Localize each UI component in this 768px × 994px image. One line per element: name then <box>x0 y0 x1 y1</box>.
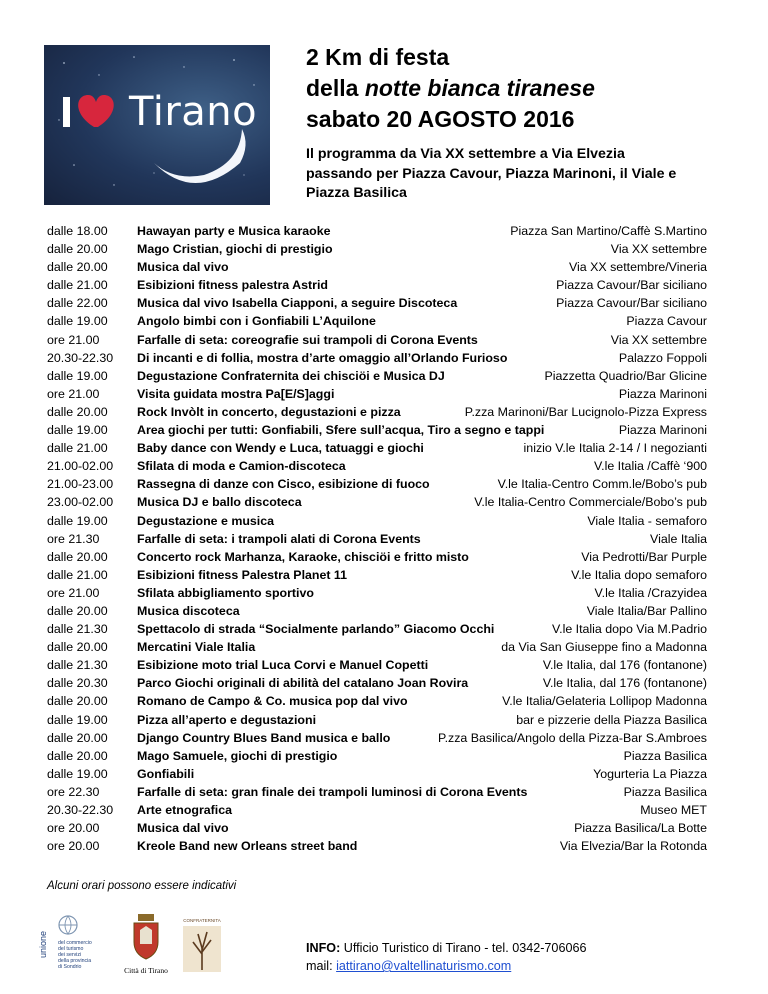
event-location: P.zza Basilica/Angolo della Pizza-Bar S.Ambroes <box>437 730 707 745</box>
confraternita-logo <box>178 918 226 976</box>
unione-commercio-logo <box>38 912 106 984</box>
event-location: Piazza San Martino/Caffè S.Martino <box>510 224 707 238</box>
event-location: Viale Italia <box>650 531 707 546</box>
schedule-row <box>47 512 707 530</box>
event-name: Sfilata di moda e Camion-discoteca <box>137 459 346 474</box>
event-time: dalle 21.30 <box>47 622 108 637</box>
info-line <box>306 939 586 957</box>
schedule-row <box>47 493 707 511</box>
event-location: Palazzo Foppoli <box>618 350 707 365</box>
event-name: Django Country Blues Band musica e ballo <box>137 730 391 745</box>
event-time: 20.30-22.30 <box>47 803 114 817</box>
schedule-row <box>47 783 707 801</box>
event-time: dalle 19.00 <box>47 368 108 383</box>
event-name: Farfalle di seta: gran finale dei trampoli luminosi di Corona Events <box>137 784 528 799</box>
event-location: V.le Italia dopo Via M.Padrio <box>552 622 707 637</box>
unione-line: del turismo <box>58 946 84 952</box>
schedule-row <box>47 638 707 656</box>
schedule-row <box>47 331 707 349</box>
event-name: Parco Giochi originali di abilità del catalano Joan Rovira <box>137 676 469 691</box>
event-location: Piazzetta Quadrio/Bar Glicine <box>544 368 707 383</box>
event-name: Kreole Band new Orleans street band <box>137 839 358 854</box>
event-name: Concerto rock Marhanza, Karaoke, chisciöi e fritto misto <box>137 549 469 564</box>
schedule-row <box>47 566 707 584</box>
event-name: Romano de Campo & Co. musica pop dal vivo <box>137 694 408 709</box>
schedule-row <box>47 801 707 819</box>
event-time: 21.00-23.00 <box>47 477 114 492</box>
event-location: Via Elvezia/Bar la Rotonda <box>559 839 707 854</box>
tirano-logo <box>44 45 270 205</box>
event-location: V.le Italia, dal 176 (fontanone) <box>542 658 707 673</box>
event-time: dalle 19.00 <box>47 423 108 438</box>
event-name: Angolo bimbi con i Gonfiabili L’Aquilone <box>137 314 376 329</box>
schedule-row <box>47 403 707 421</box>
event-time: dalle 20.00 <box>47 730 108 745</box>
event-time: dalle 21.00 <box>47 567 108 582</box>
event-time: dalle 20.00 <box>47 603 108 618</box>
title-line-2-prefix: della <box>306 75 365 101</box>
event-name: Rock Invòlt in concerto, degustazioni e pizza <box>137 404 401 419</box>
event-name: Musica dal vivo Isabella Ciapponi, a seguire Discoteca <box>137 296 458 311</box>
subtitle: Il programma da Via XX settembre a Via Elvezia passando per Piazza Cavour, Piazza Marinoni, il Viale e Piazza Basilica <box>306 146 677 201</box>
unione-line: di Sondrio <box>58 964 82 970</box>
schedule-row <box>47 837 707 855</box>
event-name: Hawayan party e Musica karaoke <box>137 224 331 238</box>
event-location: Piazza Marinoni <box>618 423 707 438</box>
schedule-row <box>47 421 707 439</box>
globe-icon <box>58 914 78 936</box>
event-time: dalle 22.00 <box>47 296 108 311</box>
event-location: Via Pedrotti/Bar Purple <box>581 549 707 564</box>
event-name: Visita guidata mostra Pa[E/S]aggi <box>137 386 335 401</box>
mail-line <box>306 957 586 975</box>
schedule-row <box>47 530 707 548</box>
event-location: V.le Italia, dal 176 (fontanone) <box>542 676 707 691</box>
schedule-row <box>47 548 707 566</box>
event-name: Mago Samuele, giochi di prestigio <box>137 748 338 763</box>
event-time: ore 21.00 <box>47 332 100 347</box>
event-name: Esibizioni fitness Palestra Planet 11 <box>137 567 348 582</box>
unione-line: della provincia <box>58 958 92 964</box>
event-location: V.le Italia-Centro Commerciale/Bobo’s pub <box>474 495 707 510</box>
event-name: Baby dance con Wendy e Luca, tatuaggi e giochi <box>137 441 424 456</box>
event-time: dalle 20.00 <box>47 260 108 275</box>
event-location: P.zza Marinoni/Bar Lucignolo-Pizza Express <box>464 404 707 419</box>
event-name: Musica dal vivo <box>137 821 229 836</box>
schedule-list <box>47 222 707 855</box>
schedule-row <box>47 584 707 602</box>
confraternita-caption: CONFRATERNITA <box>183 918 221 923</box>
event-time: dalle 18.00 <box>47 224 108 238</box>
event-time: 23.00-02.00 <box>47 495 114 510</box>
schedule-row <box>47 349 707 367</box>
event-name: Musica discoteca <box>137 603 240 618</box>
event-name: Farfalle di seta: i trampoli alati di Corona Events <box>137 531 421 546</box>
unione-line: del commercio <box>58 940 92 946</box>
event-location: Yogurteria La Piazza <box>593 766 707 781</box>
citta-tirano-logo <box>118 912 174 984</box>
event-time: dalle 20.00 <box>47 242 108 257</box>
title-line-2 <box>306 73 595 104</box>
event-name: Farfalle di seta: coreografie sui trampoli di Corona Events <box>137 332 478 347</box>
citta-tirano-caption: Città di Tirano <box>124 966 168 975</box>
schedule-row <box>47 240 707 258</box>
disclaimer-note: Alcuni orari possono essere indicativi <box>47 880 237 892</box>
coat-of-arms-icon <box>131 914 161 960</box>
event-location: Via XX settembre/Vineria <box>569 260 707 275</box>
event-time: ore 22.30 <box>47 784 100 799</box>
event-location: V.le Italia /Caffè ‘900 <box>594 459 707 474</box>
event-name: Rassegna di danze con Cisco, esibizione di fuoco <box>137 477 430 492</box>
event-location: Piazza Cavour <box>626 314 707 329</box>
schedule-row <box>47 294 707 312</box>
schedule-row <box>47 312 707 330</box>
event-time: dalle 20.00 <box>47 404 108 419</box>
event-name: Esibizione moto trial Luca Corvi e Manuel Copetti <box>137 658 429 673</box>
event-time: dalle 20.00 <box>47 748 108 763</box>
event-location: Piazza Basilica/La Botte <box>574 821 707 836</box>
event-time: dalle 20.00 <box>47 549 108 564</box>
event-time: dalle 19.00 <box>47 766 108 781</box>
schedule-row <box>47 747 707 765</box>
schedule-row <box>47 258 707 276</box>
event-time: ore 20.00 <box>47 821 100 836</box>
event-name: Pizza all’aperto e degustazioni <box>137 712 317 727</box>
event-location: Piazza Marinoni <box>618 386 707 401</box>
schedule-row <box>47 729 707 747</box>
event-name: Spettacolo di strada “Socialmente parlando” Giacomo Occhi <box>137 622 495 637</box>
schedule-row <box>47 602 707 620</box>
event-name: Musica DJ e ballo discoteca <box>137 495 302 510</box>
event-location: V.le Italia-Centro Comm.le/Bobo’s pub <box>497 477 707 492</box>
unione-line: dei servizi <box>58 952 82 958</box>
event-location: da Via San Giuseppe fino a Madonna <box>501 640 707 655</box>
schedule-row <box>47 819 707 837</box>
schedule-row <box>47 222 707 240</box>
event-location: Viale Italia - semaforo <box>587 513 707 528</box>
contact-info <box>306 939 586 975</box>
event-location: Piazza Basilica <box>623 784 707 799</box>
schedule-row <box>47 765 707 783</box>
schedule-row <box>47 457 707 475</box>
schedule-row <box>47 276 707 294</box>
page-title <box>306 42 595 135</box>
event-name: Gonfiabili <box>137 766 195 781</box>
event-name: Mago Cristian, giochi di prestigio <box>137 242 333 257</box>
event-time: dalle 20.00 <box>47 640 108 655</box>
event-name: Di incanti e di follia, mostra d’arte omaggio all’Orlando Furioso <box>137 350 508 365</box>
schedule-row <box>47 692 707 710</box>
email-link[interactable]: iattirano@valtellinaturismo.com <box>336 959 512 973</box>
event-time: dalle 19.00 <box>47 314 108 329</box>
event-name: Area giochi per tutti: Gonfiabili, Sfere sull’acqua, Tiro a segno e tappi <box>137 423 545 438</box>
event-location: Piazza Basilica <box>623 748 707 763</box>
event-time: dalle 19.00 <box>47 712 108 727</box>
event-time: ore 20.00 <box>47 839 100 854</box>
schedule-row <box>47 367 707 385</box>
event-time: dalle 21.00 <box>47 441 108 456</box>
event-location: Piazza Cavour/Bar siciliano <box>556 278 707 293</box>
event-time: dalle 19.00 <box>47 513 108 528</box>
unione-lines <box>58 940 92 970</box>
event-location: V.le Italia/Gelateria Lollipop Madonna <box>502 694 707 709</box>
event-location: Viale Italia/Bar Pallino <box>586 603 707 618</box>
event-time: 20.30-22.30 <box>47 350 114 365</box>
event-name: Mercatini Viale Italia <box>137 640 256 655</box>
schedule-row <box>47 620 707 638</box>
event-name: Musica dal vivo <box>137 260 229 275</box>
event-location: V.le Italia dopo semaforo <box>571 567 707 582</box>
event-time: ore 21.30 <box>47 531 100 546</box>
event-time: dalle 21.30 <box>47 658 108 673</box>
event-name: Degustazione Confraternita dei chisciöi e Musica DJ <box>137 368 445 383</box>
title-line-3: sabato 20 AGOSTO 2016 <box>306 106 575 132</box>
sponsor-logos <box>38 912 254 984</box>
tree-icon <box>183 926 221 972</box>
event-location: inizio V.le Italia 2-14 / I negozianti <box>523 441 707 456</box>
schedule-row <box>47 674 707 692</box>
event-time: dalle 20.30 <box>47 676 108 691</box>
event-location: Via XX settembre <box>610 242 707 257</box>
event-location: V.le Italia /Crazyidea <box>594 585 707 600</box>
schedule-row <box>47 385 707 403</box>
schedule-row <box>47 656 707 674</box>
event-name: Esibizioni fitness palestra Astrid <box>137 278 328 293</box>
mail-label: mail: <box>306 959 337 973</box>
schedule-row <box>47 439 707 457</box>
schedule-row <box>47 475 707 493</box>
event-location: Piazza Cavour/Bar siciliano <box>556 296 707 311</box>
unione-word: unione <box>38 930 48 958</box>
logo-text: Tirano <box>129 89 258 135</box>
schedule-row <box>47 711 707 729</box>
info-label: INFO: <box>306 941 341 955</box>
event-location: Via XX settembre <box>610 332 707 347</box>
event-name: Sfilata abbigliamento sportivo <box>137 585 314 600</box>
title-line-1: 2 Km di festa <box>306 44 450 70</box>
event-time: dalle 21.00 <box>47 278 108 293</box>
event-time: 21.00-02.00 <box>47 459 114 474</box>
event-name: Arte etnografica <box>137 803 233 817</box>
event-time: dalle 20.00 <box>47 694 108 709</box>
info-text: Ufficio Turistico di Tirano - tel. 0342-706066 <box>340 941 587 955</box>
event-location: Museo MET <box>640 803 707 817</box>
event-time: ore 21.00 <box>47 386 100 401</box>
event-location: bar e pizzerie della Piazza Basilica <box>516 712 707 727</box>
title-line-2-emphasis: notte bianca tiranese <box>364 75 595 101</box>
event-time: ore 21.00 <box>47 585 100 600</box>
event-name: Degustazione e musica <box>137 513 275 528</box>
